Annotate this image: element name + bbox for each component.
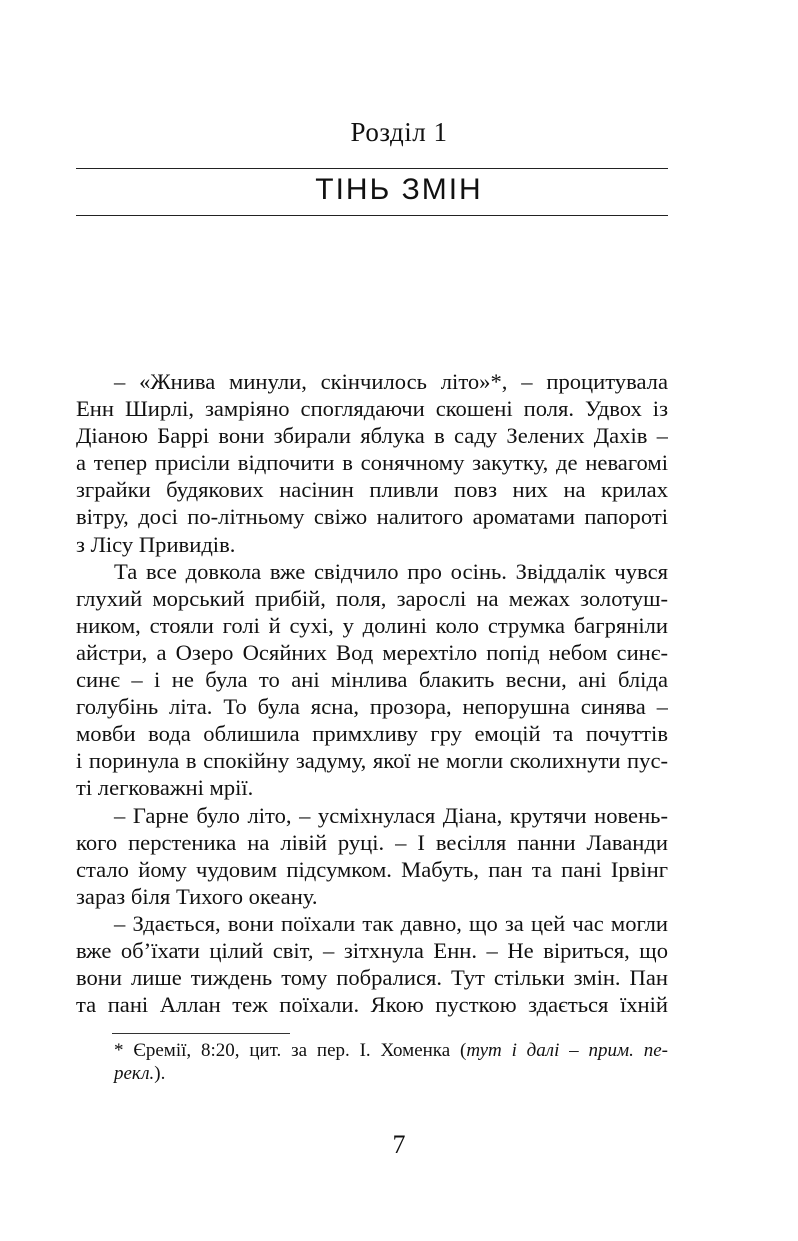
- text-line: глухий морський прибій, поля, зарослі на межах золотуш-: [76, 585, 668, 611]
- text-line: синє – і не була то ані мінлива блакить весни, ані бліда: [76, 667, 668, 693]
- text-line: ником, стояли голі й сухі, у долині коло струмка багряніли: [76, 612, 668, 638]
- text-line: – «Жнива минули, скінчилось літо»*, – процитувала: [114, 369, 668, 394]
- text-line: вже об’їхати цілий світ, – зітхнула Енн. – Не віриться, що: [76, 937, 668, 963]
- chapter-title: ТІНЬ ЗМІН: [315, 173, 483, 206]
- text-line: кого перстеника на лівій руці. – І весілля панни Лаванди: [76, 829, 668, 855]
- text-line: – Здається, вони поїхали так давно, що за цей час могли: [114, 910, 668, 936]
- text-line: айстри, а Озеро Осяйних Вод мерехтіло попід небом синє-: [76, 639, 668, 665]
- footnote-separator: [112, 1033, 290, 1034]
- text-line: Енн Ширлі, замріяно споглядаючи скошені поля. Удвох із: [76, 396, 668, 422]
- text-line: стало йому чудовим підсумком. Мабуть, пан та пані Ірвінг: [76, 856, 668, 882]
- paragraph-1: [76, 368, 668, 558]
- footnote-line-1: [76, 1039, 668, 1062]
- paragraph-2: [76, 558, 668, 802]
- chapter-rule-top: [76, 168, 668, 169]
- body-text: [76, 368, 668, 1018]
- footnote-text: * Єремії, 8:20, цит. за пер. І. Хоменка (: [114, 1040, 467, 1061]
- text-line: голубінь літа. То була ясна, прозора, непорушна синява –: [76, 694, 668, 720]
- footnote-italic-text: тут і далі – прим. пе-: [466, 1040, 668, 1061]
- chapter-rule-bottom: [76, 215, 668, 216]
- text-line: зараз біля Тихого океану.: [76, 883, 318, 909]
- chapter-number: Розділ 1: [350, 117, 448, 147]
- page-number: 7: [392, 1130, 406, 1159]
- text-line: з Лісу Привидів.: [76, 531, 236, 557]
- text-line: а тепер присіли відпочити в сонячному закутку, де невагомі: [76, 450, 668, 476]
- text-line: зграйки будякових насінин пливли повз них на крилах: [76, 477, 668, 503]
- text-line: та пані Аллан теж поїхали. Якою пусткою здається їхній: [76, 992, 668, 1018]
- text-line: мовби вода облишила примхливу гру емоцій та почуттів: [76, 721, 668, 747]
- text-line: ті легковажні мрії.: [76, 775, 254, 801]
- text-line: вони лише тиждень тому побралися. Тут стільки змін. Пан: [76, 965, 668, 991]
- text-line: – Гарне було літо, – усміхнулася Діана, крутячи новень-: [114, 802, 668, 828]
- footnote-italic-text: рекл.: [114, 1063, 155, 1084]
- paragraph-4: [76, 910, 668, 1018]
- footnote: [76, 1039, 668, 1085]
- footnote-text: ).: [154, 1063, 166, 1084]
- footnote-line-2: [76, 1062, 668, 1085]
- text-line: і поринула в спокійну задуму, якої не могли сколихнути пус-: [76, 748, 668, 774]
- paragraph-3: [76, 802, 668, 910]
- text-line: Діаною Баррі вони збирали яблука в саду Зелених Дахів –: [76, 423, 668, 449]
- text-line: Та все довкола вже свідчило про осінь. Звіддалік чувся: [114, 558, 668, 584]
- text-line: вітру, досі по-літньому свіжо налитого ароматами папороті: [76, 504, 668, 530]
